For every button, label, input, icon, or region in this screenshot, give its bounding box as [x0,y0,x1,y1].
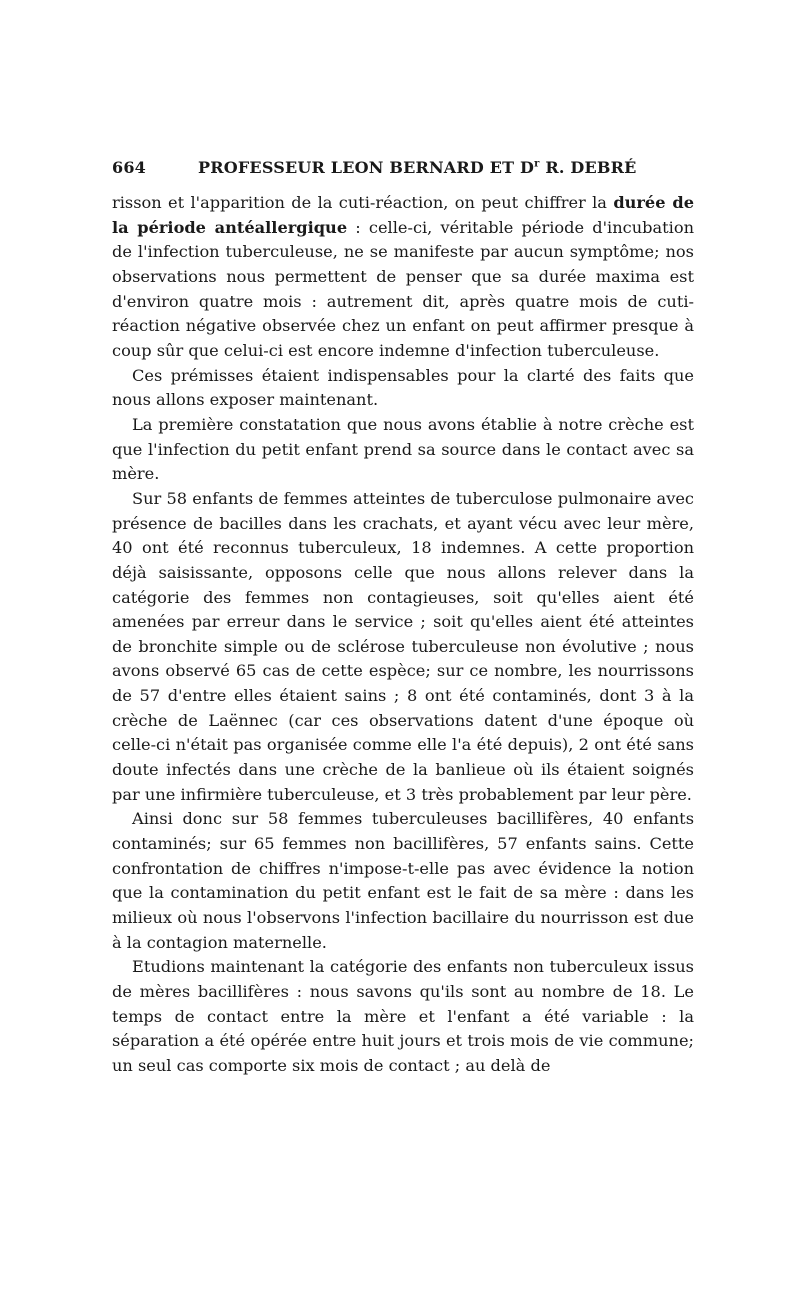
paragraph-1-rest: : celle-ci, véritable période d'incubation de l'infection tuberculeuse, ne se manifeste par aucun symptôme; nos observations nous permettent de penser que sa durée maxima est d'environ quatre mois : autrement dit, après quatre mois de cuti-réaction négative observée chez un enfant on peut affirmer presque à coup sûr que celui-ci est encore indemne d'infection tuberculeuse. [112,217,695,360]
running-title-superscript: r [534,158,540,170]
paragraph-1-bold-term: durée de la période antéallergique [112,193,694,237]
running-title-rest: R. DEBRÉ [539,158,637,177]
paragraph-1 [112,191,694,364]
paragraph-4: Sur 58 enfants de femmes atteintes de tuberculose pulmonaire avec présence de bacilles dans les crachats, et ayant vécu avec leur mère, 40 ont été reconnus tuberculeux, 18 indemnes. A cette proportion déjà saisissante, opposons celle que nous allons relever dans la catégorie des femmes non contagieuses, soit qu'elles aient été amenées par erreur dans le service ; soit qu'elles aient été atteintes de bronchite simple ou de sclérose tuberculeuse non évolutive ; nous avons observé 65 cas de cette espèce; sur ce nombre, les nourrissons de 57 d'entre elles étaient sains ; 8 ont été contaminés, dont 3 à la crèche de Laënnec (car ces observations datent d'une époque où celle-ci n'était pas organisée comme elle l'a été depuis), 2 ont été sans doute infectés dans une crèche de la banlieue où ils étaient soignés par une infirmière tuberculeuse, et 3 très probablement par leur père. [112,488,694,804]
paragraph-6: Etudions maintenant la catégorie des enfants non tuberculeux issus de mères bacillifères : nous savons qu'ils sont au nombre de 18. Le temps de contact entre la mère et l'enfant a été variable : la séparation a été opérée entre huit jours et trois mois de vie commune; un seul cas comporte six mois de contact ; au delà de [112,957,694,1075]
paragraph-2: Ces prémisses étaient indispensables pour la clarté des faits que nous allons exposer maintenant. [112,365,694,410]
paragraph-5: Ainsi donc sur 58 femmes tuberculeuses bacillifères, 40 enfants contaminés; sur 65 femmes non bacillifères, 57 enfants sains. Cette confrontation de chiffres n'impose-t-elle pas avec évidence la notion que la contamination du petit enfant est le fait de sa mère : dans les milieux où nous l'observons l'infection bacillaire du nourrisson est due à la contagion maternelle. [112,809,694,952]
running-title [192,158,694,177]
page-number: 664 [112,158,146,177]
paragraph-3: La première constatation que nous avons établie à notre crèche est que l'infection du petit enfant prend sa source dans le contact avec sa mère. [112,414,694,484]
paragraph-1-lead: risson et l'apparition de la cuti-réaction, on peut chiffrer la [112,193,614,212]
book-page [112,158,694,1079]
running-title-authors: PROFESSEUR LEON BERNARD ET D [198,158,535,177]
body-text [112,191,694,1079]
running-head [112,158,694,177]
